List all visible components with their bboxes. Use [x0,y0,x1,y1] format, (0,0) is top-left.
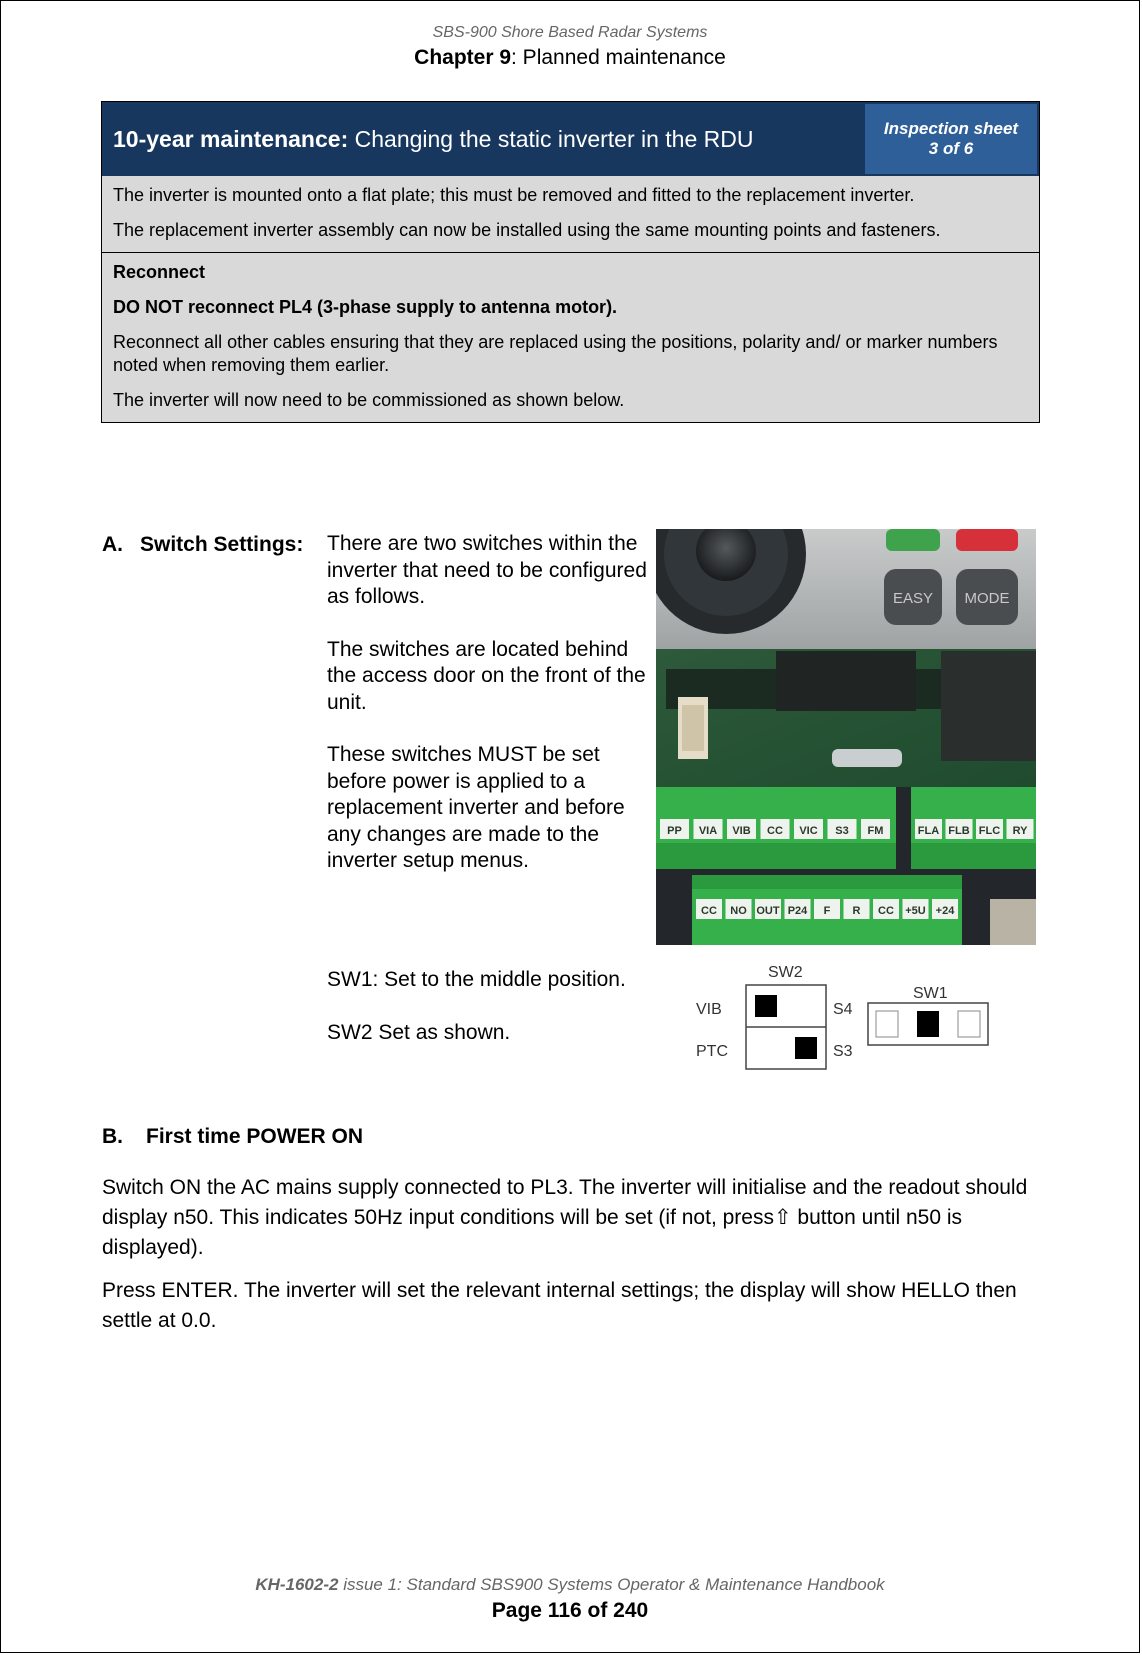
terminal-label: VIB [732,825,751,837]
reconnect-heading: Reconnect [113,262,206,282]
terminal-label: FLB [948,825,970,837]
terminal-label: S3 [835,825,849,837]
system-title: SBS-900 Shore Based Radar Systems [432,24,708,41]
sw2-instruction: SW2 Set as shown. [327,1020,511,1044]
reconnect-section [102,252,1039,422]
terminal-label: CC [878,905,894,917]
terminal-label: OUT [756,905,780,917]
sw2-label: SW2 [768,964,803,981]
sheet-count: 3 of 6 [928,139,974,158]
sw1-actuator [917,1011,939,1037]
sw1-label: SW1 [913,985,948,1002]
title-rest: Changing the static inverter in the RDU [354,125,754,152]
switch-paragraph-2: The switches are located behind the access door on the front of the unit. [327,637,646,714]
sheet-number-badge [865,104,1037,174]
reconnect-paragraph-1: Reconnect all other cables ensuring that they are replaced using the positions, polarity and/ or marker numbers noted when removing them earlier. [113,332,998,375]
sw2-vib-actuator [755,995,777,1017]
terminal-label: CC [767,825,783,837]
switch-settings-text [327,967,647,1072]
vib-label: VIB [696,1001,722,1018]
terminal-label: PP [667,825,682,837]
terminal-label: +24 [935,905,955,917]
title-bold: 10-year maintenance: [113,125,349,152]
page-footer [1,1574,1139,1626]
sheet-label: Inspection sheet [883,119,1019,138]
terminal-label: NO [730,905,747,917]
terminal-label: RY [1012,825,1028,837]
inverter-photo [656,529,1036,945]
terminal-label: FLC [978,825,1001,837]
switch-instructions [327,531,647,901]
terminal-label: F [823,905,831,917]
chapter-title: : Planned maintenance [511,46,726,69]
page-number: Page 116 of 240 [491,1599,649,1622]
upper-terminal-labels [660,819,890,839]
mounting-paragraph-1: The inverter is mounted onto a flat plate; this must be removed and fitted to the replacement inverter. [113,185,915,205]
reconnect-warning: DO NOT reconnect PL4 (3-phase supply to antenna motor). [113,297,618,317]
inspection-sheet-box [101,101,1040,423]
terminal-label: FM [867,825,884,837]
terminal-label: CC [701,905,717,917]
easy-button-label: EASY [892,590,934,607]
handbook-reference [1,1574,1139,1596]
doc-id: KH-1602-2 [255,1575,339,1594]
lower-terminal-labels [696,899,958,919]
section-b-heading [102,1123,363,1150]
sw1-instruction: SW1: Set to the middle position. [327,968,626,991]
chapter-heading [1,43,1139,73]
terminal-label: P24 [787,905,808,917]
section-a-letter: A. [102,533,123,556]
sw1-switch [868,1003,988,1045]
terminal-label: +5U [905,905,926,917]
mode-button-label: MODE [964,590,1010,607]
page-header [1,23,1139,73]
section-b-title: First time POWER ON [146,1125,364,1148]
sw2-ptc-actuator [795,1037,817,1059]
mounting-paragraph-2: The replacement inverter assembly can now be installed using the same mounting points and fasteners. [113,220,941,240]
terminal-label: R [852,905,861,917]
terminal-label: VIC [799,825,818,837]
section-b-letter: B. [102,1125,123,1148]
doc-description: issue 1: Standard SBS900 Systems Operator & Maintenance Handbook [338,1575,885,1594]
power-on-instructions [102,1173,1042,1349]
s4-label: S4 [833,1001,853,1018]
power-on-paragraph-2: Press ENTER. The inverter will set the relevant internal settings; the display will show HELLO then settle at 0.0. [102,1279,1017,1332]
switch-paragraph-3: These switches MUST be set before power is applied to a replacement inverter and before any changes are made to the inverter setup menus. [327,743,625,872]
chapter-label: Chapter 9 [414,46,512,69]
sw2-switch [746,985,826,1069]
inspection-sheet-title-bar [102,102,1039,176]
power-on-paragraph-1: Switch ON the AC mains supply connected to PL3. The inverter will initialise and the readout should display n50. This indicates 50Hz input conditions will be set (if not, press⇧ button until n50 is displayed). [102,1176,1028,1259]
switch-diagram [696,959,1001,1077]
terminal-label: VIA [698,825,718,837]
switch-paragraph-1: There are two switches within the inverter that need to be configured as follows. [327,532,647,608]
mounting-section [102,176,1039,252]
section-a-label: Switch Settings: [140,533,304,556]
ptc-label: PTC [696,1043,728,1060]
reconnect-paragraph-2: The inverter will now need to be commissioned as shown below. [113,390,625,410]
s3-label: S3 [833,1043,853,1060]
terminal-label: FLA [917,825,940,837]
inspection-sheet-title [102,102,865,176]
